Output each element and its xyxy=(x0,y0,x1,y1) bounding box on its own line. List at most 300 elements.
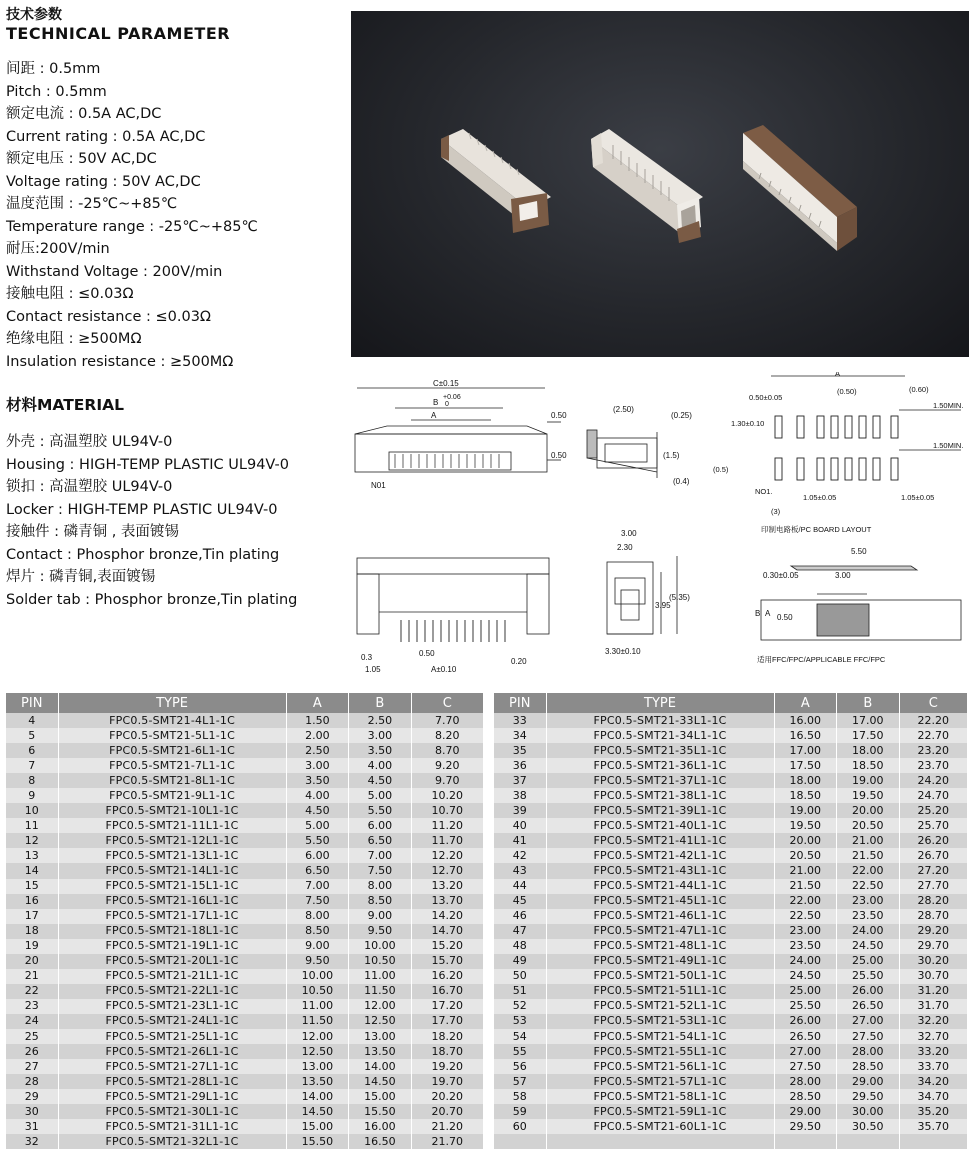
header-type: TYPE xyxy=(58,693,286,713)
header-pin: PIN xyxy=(6,693,58,713)
cell-a: 23.00 xyxy=(774,924,837,939)
pcb-d150b-label: 1.50MIN. xyxy=(933,441,964,450)
cell-a: 25.00 xyxy=(774,984,837,999)
cell-pin: 26 xyxy=(6,1044,58,1059)
cell-type: FPC0.5-SMT21-32L1-1C xyxy=(58,1134,286,1149)
cell-b: 16.50 xyxy=(349,1134,412,1149)
cell-b: 23.00 xyxy=(837,894,900,909)
cell-type: FPC0.5-SMT21-51L1-1C xyxy=(546,984,774,999)
cell-b: 25.00 xyxy=(837,954,900,969)
cell-pin: 57 xyxy=(494,1074,546,1089)
cell-a: 12.00 xyxy=(286,1029,349,1044)
cell-type: FPC0.5-SMT21-28L1-1C xyxy=(58,1074,286,1089)
table-row xyxy=(494,1014,968,1029)
table-row xyxy=(494,848,968,863)
cell-b: 26.50 xyxy=(837,999,900,1014)
table-row xyxy=(6,758,484,773)
cell-type: FPC0.5-SMT21-5L1-1C xyxy=(58,728,286,743)
material-heading: 材料MATERIAL xyxy=(6,396,124,414)
cell-type: FPC0.5-SMT21-41L1-1C xyxy=(546,833,774,848)
cell-c: 13.20 xyxy=(411,879,483,894)
cell-type: FPC0.5-SMT21-18L1-1C xyxy=(58,924,286,939)
header-c: C xyxy=(899,693,967,713)
cell-b: 24.50 xyxy=(837,939,900,954)
connector-renderings xyxy=(351,11,969,357)
table-row xyxy=(494,954,968,969)
table-row xyxy=(6,879,484,894)
cell-b: 26.00 xyxy=(837,984,900,999)
cell-c: 26.20 xyxy=(899,833,967,848)
cell-type: FPC0.5-SMT21-52L1-1C xyxy=(546,999,774,1014)
cell-b: 27.00 xyxy=(837,1014,900,1029)
table-row xyxy=(6,1029,484,1044)
cell-a: 19.50 xyxy=(774,818,837,833)
cell-pin: 16 xyxy=(6,894,58,909)
spec-line: 额定电压 : 50V AC,DC xyxy=(6,151,157,167)
cell-a: 21.50 xyxy=(774,879,837,894)
cell-pin: 5 xyxy=(6,728,58,743)
section-d535-label: (5.35) xyxy=(669,593,690,602)
cell-type: FPC0.5-SMT21-12L1-1C xyxy=(58,833,286,848)
cell-c: 32.70 xyxy=(899,1029,967,1044)
cell-type: FPC0.5-SMT21-46L1-1C xyxy=(546,909,774,924)
cell-b: 30.00 xyxy=(837,1104,900,1119)
cell-c: 28.70 xyxy=(899,909,967,924)
table-row xyxy=(494,713,968,728)
cell-type: FPC0.5-SMT21-15L1-1C xyxy=(58,879,286,894)
cell-type: FPC0.5-SMT21-45L1-1C xyxy=(546,894,774,909)
cell-b: 8.00 xyxy=(349,879,412,894)
cell-b: 23.50 xyxy=(837,909,900,924)
cell-type: FPC0.5-SMT21-60L1-1C xyxy=(546,1119,774,1134)
spec-line: 间距 : 0.5mm xyxy=(6,61,101,77)
cell-type: FPC0.5-SMT21-49L1-1C xyxy=(546,954,774,969)
table-row xyxy=(494,1089,968,1104)
cell-c: 12.70 xyxy=(411,863,483,878)
cell-pin xyxy=(494,1134,546,1149)
spec-line: Voltage rating : 50V AC,DC xyxy=(6,173,201,190)
table-row xyxy=(494,1029,968,1044)
cell-type: FPC0.5-SMT21-58L1-1C xyxy=(546,1089,774,1104)
cell-type: FPC0.5-SMT21-6L1-1C xyxy=(58,743,286,758)
ffc-d050-label: 0.50 xyxy=(777,613,793,622)
cell-pin: 33 xyxy=(494,713,546,728)
cell-a: 29.00 xyxy=(774,1104,837,1119)
cell-c: 10.20 xyxy=(411,788,483,803)
cell-b: 28.50 xyxy=(837,1059,900,1074)
cell-c: 7.70 xyxy=(411,713,483,728)
cell-c: 11.20 xyxy=(411,818,483,833)
cell-a: 2.00 xyxy=(286,728,349,743)
cell-b: 25.50 xyxy=(837,969,900,984)
cell-b: 11.50 xyxy=(349,984,412,999)
bottom-d050-label: 0.50 xyxy=(419,649,435,658)
table-row xyxy=(494,788,968,803)
table-row xyxy=(6,954,484,969)
pcb-d050-label: 0.50±0.05 xyxy=(749,393,783,402)
cell-c: 14.20 xyxy=(411,909,483,924)
section-d230-label: 2.30 xyxy=(617,543,633,552)
cell-a: 14.00 xyxy=(286,1089,349,1104)
cell-pin: 42 xyxy=(494,848,546,863)
cell-type: FPC0.5-SMT21-44L1-1C xyxy=(546,879,774,894)
table-row xyxy=(494,999,968,1014)
cell-b: 12.50 xyxy=(349,1014,412,1029)
cell-a: 15.00 xyxy=(286,1119,349,1134)
cell-type: FPC0.5-SMT21-13L1-1C xyxy=(58,848,286,863)
cell-c xyxy=(899,1134,967,1149)
table-row xyxy=(494,728,968,743)
cell-type: FPC0.5-SMT21-9L1-1C xyxy=(58,788,286,803)
cell-pin: 54 xyxy=(494,1029,546,1044)
cell-type: FPC0.5-SMT21-22L1-1C xyxy=(58,984,286,999)
cell-a: 18.50 xyxy=(774,788,837,803)
cell-c: 25.20 xyxy=(899,803,967,818)
spec-line: Current rating : 0.5A AC,DC xyxy=(6,128,206,145)
bottom-d03-label: 0.3 xyxy=(361,653,373,662)
cell-pin: 55 xyxy=(494,1044,546,1059)
table-row xyxy=(6,743,484,758)
cell-c: 31.70 xyxy=(899,999,967,1014)
cell-a: 13.50 xyxy=(286,1074,349,1089)
cell-b: 24.00 xyxy=(837,924,900,939)
cell-b: 6.50 xyxy=(349,833,412,848)
cell-pin: 7 xyxy=(6,758,58,773)
cell-type: FPC0.5-SMT21-36L1-1C xyxy=(546,758,774,773)
front-c-label: C±0.15 xyxy=(433,379,459,388)
cell-c: 35.20 xyxy=(899,1104,967,1119)
cell-a: 7.50 xyxy=(286,894,349,909)
table-row xyxy=(6,1014,484,1029)
cell-c: 10.70 xyxy=(411,803,483,818)
pcb-d05-label: (0.5) xyxy=(713,465,729,474)
cell-type: FPC0.5-SMT21-21L1-1C xyxy=(58,969,286,984)
cell-b: 29.50 xyxy=(837,1089,900,1104)
cell-c: 15.20 xyxy=(411,939,483,954)
cell-b: 6.00 xyxy=(349,818,412,833)
header-c: C xyxy=(411,693,483,713)
spec-line: 接触电阻 : ≤0.03Ω xyxy=(6,286,134,302)
cell-pin: 17 xyxy=(6,909,58,924)
section-d330-label: 3.30±0.10 xyxy=(605,647,641,656)
table-row xyxy=(494,969,968,984)
cell-b: 17.50 xyxy=(837,728,900,743)
cell-type: FPC0.5-SMT21-29L1-1C xyxy=(58,1089,286,1104)
cell-type: FPC0.5-SMT21-10L1-1C xyxy=(58,803,286,818)
table-row xyxy=(494,909,968,924)
cell-c: 27.70 xyxy=(899,879,967,894)
cell-c: 30.70 xyxy=(899,969,967,984)
cell-a: 24.50 xyxy=(774,969,837,984)
cell-pin: 44 xyxy=(494,879,546,894)
cell-type: FPC0.5-SMT21-23L1-1C xyxy=(58,999,286,1014)
cell-pin: 8 xyxy=(6,773,58,788)
cell-c: 8.70 xyxy=(411,743,483,758)
side-view-drawing xyxy=(587,430,657,478)
cell-pin: 31 xyxy=(6,1119,58,1134)
front-b-tol: +0.06 xyxy=(443,394,461,401)
table-row xyxy=(494,1104,968,1119)
table-row xyxy=(6,713,484,728)
cell-c: 16.70 xyxy=(411,984,483,999)
cell-pin: 43 xyxy=(494,863,546,878)
cell-type: FPC0.5-SMT21-34L1-1C xyxy=(546,728,774,743)
spec-lines xyxy=(6,58,346,373)
cell-a: 14.50 xyxy=(286,1104,349,1119)
cell-a: 24.00 xyxy=(774,954,837,969)
table-row xyxy=(6,848,484,863)
cell-type: FPC0.5-SMT21-37L1-1C xyxy=(546,773,774,788)
cell-pin: 30 xyxy=(6,1104,58,1119)
header-a: A xyxy=(774,693,837,713)
cell-pin: 10 xyxy=(6,803,58,818)
cell-c: 26.70 xyxy=(899,848,967,863)
pcb-caption: 印制电路板/PC BOARD LAYOUT xyxy=(761,525,872,534)
table-row xyxy=(6,1074,484,1089)
cell-c: 12.20 xyxy=(411,848,483,863)
header-a: A xyxy=(286,693,349,713)
cell-a: 15.50 xyxy=(286,1134,349,1149)
cell-a: 3.00 xyxy=(286,758,349,773)
table-row xyxy=(6,1119,484,1134)
cell-pin: 21 xyxy=(6,969,58,984)
cell-type: FPC0.5-SMT21-8L1-1C xyxy=(58,773,286,788)
cell-b: 13.00 xyxy=(349,1029,412,1044)
front-a-label: A xyxy=(431,411,437,420)
cell-c: 21.70 xyxy=(411,1134,483,1149)
table-row xyxy=(6,863,484,878)
table-row xyxy=(494,984,968,999)
cell-a: 22.00 xyxy=(774,894,837,909)
pcb-d150a-label: 1.50MIN. xyxy=(933,401,964,410)
cell-a xyxy=(774,1134,837,1149)
cell-b xyxy=(837,1134,900,1149)
table-row xyxy=(494,803,968,818)
cell-pin: 45 xyxy=(494,894,546,909)
table-row xyxy=(494,1059,968,1074)
cell-c: 24.20 xyxy=(899,773,967,788)
cell-type: FPC0.5-SMT21-50L1-1C xyxy=(546,969,774,984)
pcb-layout-drawing xyxy=(771,376,964,480)
cell-type: FPC0.5-SMT21-16L1-1C xyxy=(58,894,286,909)
cell-pin: 14 xyxy=(6,863,58,878)
header-pin: PIN xyxy=(494,693,546,713)
cell-a: 6.50 xyxy=(286,863,349,878)
cell-a: 16.50 xyxy=(774,728,837,743)
cell-pin: 11 xyxy=(6,818,58,833)
cell-type: FPC0.5-SMT21-38L1-1C xyxy=(546,788,774,803)
cell-a: 20.50 xyxy=(774,848,837,863)
cell-b: 9.50 xyxy=(349,924,412,939)
table-row xyxy=(494,924,968,939)
cell-c: 18.70 xyxy=(411,1044,483,1059)
cell-b: 11.00 xyxy=(349,969,412,984)
cell-type: FPC0.5-SMT21-25L1-1C xyxy=(58,1029,286,1044)
pcb-d105b-label: 1.05±0.05 xyxy=(901,493,935,502)
pcb-d060-label: (0.60) xyxy=(909,385,929,394)
pcb-d130-label: 1.30±0.10 xyxy=(731,419,765,428)
ffc-d030-label: 0.30±0.05 xyxy=(763,571,799,580)
cell-pin: 38 xyxy=(494,788,546,803)
cell-pin: 25 xyxy=(6,1029,58,1044)
cell-c: 34.70 xyxy=(899,1089,967,1104)
spec-line: 温度范围 : -25℃~+85℃ xyxy=(6,196,178,212)
material-line: 接触件 : 磷青铜 , 表面镀锡 xyxy=(6,524,179,540)
cell-c: 19.70 xyxy=(411,1074,483,1089)
table-header-row xyxy=(494,693,968,713)
cell-b: 27.50 xyxy=(837,1029,900,1044)
cell-type: FPC0.5-SMT21-17L1-1C xyxy=(58,909,286,924)
cell-pin: 58 xyxy=(494,1089,546,1104)
cell-pin: 34 xyxy=(494,728,546,743)
cell-pin: 4 xyxy=(6,713,58,728)
cell-c: 32.20 xyxy=(899,1014,967,1029)
spec-line: 额定电流 : 0.5A AC,DC xyxy=(6,106,162,122)
table-row xyxy=(494,743,968,758)
table-row xyxy=(6,773,484,788)
cell-a: 12.50 xyxy=(286,1044,349,1059)
cell-a: 8.00 xyxy=(286,909,349,924)
cell-a: 5.50 xyxy=(286,833,349,848)
cell-a: 2.50 xyxy=(286,743,349,758)
ffc-d550-label: 5.50 xyxy=(851,547,867,556)
connector-image-2 xyxy=(591,129,703,243)
spec-line: Withstand Voltage : 200V/min xyxy=(6,263,223,280)
table-row xyxy=(494,1134,968,1149)
table-row xyxy=(494,833,968,848)
table-row xyxy=(6,999,484,1014)
cell-a: 26.50 xyxy=(774,1029,837,1044)
pcb-d050b-label: (0.50) xyxy=(837,387,857,396)
cell-a: 27.50 xyxy=(774,1059,837,1074)
cell-type: FPC0.5-SMT21-30L1-1C xyxy=(58,1104,286,1119)
table-row xyxy=(494,879,968,894)
cell-c: 23.20 xyxy=(899,743,967,758)
cell-a: 3.50 xyxy=(286,773,349,788)
cell-a: 10.50 xyxy=(286,984,349,999)
cell-c: 29.20 xyxy=(899,924,967,939)
cell-type: FPC0.5-SMT21-19L1-1C xyxy=(58,939,286,954)
spec-line: Contact resistance : ≤0.03Ω xyxy=(6,308,211,325)
table-row xyxy=(6,894,484,909)
cell-c: 23.70 xyxy=(899,758,967,773)
table-row xyxy=(494,1044,968,1059)
cell-b: 18.50 xyxy=(837,758,900,773)
front-n01-label: N01 xyxy=(371,481,386,490)
material-line: Housing : HIGH-TEMP PLASTIC UL94V-0 xyxy=(6,456,289,473)
cell-c: 33.70 xyxy=(899,1059,967,1074)
cell-pin: 19 xyxy=(6,939,58,954)
cell-c: 35.70 xyxy=(899,1119,967,1134)
cell-a: 9.50 xyxy=(286,954,349,969)
cell-a: 11.00 xyxy=(286,999,349,1014)
cell-a: 28.00 xyxy=(774,1074,837,1089)
cell-pin: 23 xyxy=(6,999,58,1014)
section-view-drawing xyxy=(607,556,677,634)
table-row xyxy=(494,818,968,833)
cell-a: 21.00 xyxy=(774,863,837,878)
material-line: 焊片 : 磷青铜,表面镀锡 xyxy=(6,569,156,585)
side-d2-label: (0.25) xyxy=(671,411,692,420)
table-row xyxy=(6,969,484,984)
cell-a: 10.00 xyxy=(286,969,349,984)
spec-line: 绝缘电阻 : ≥500MΩ xyxy=(6,331,142,347)
table-row xyxy=(6,1059,484,1074)
cell-a: 16.00 xyxy=(774,713,837,728)
table-header-row xyxy=(6,693,484,713)
cell-a: 26.00 xyxy=(774,1014,837,1029)
material-line: 锁扣 : 高温塑胶 UL94V-0 xyxy=(6,479,173,495)
cell-pin: 6 xyxy=(6,743,58,758)
material-lines xyxy=(6,431,346,611)
cell-b: 30.50 xyxy=(837,1119,900,1134)
cell-b: 4.50 xyxy=(349,773,412,788)
cell-b: 10.50 xyxy=(349,954,412,969)
drawings-svg xyxy=(351,372,969,672)
cell-a: 23.50 xyxy=(774,939,837,954)
cell-type: FPC0.5-SMT21-43L1-1C xyxy=(546,863,774,878)
spec-line: 耐压:200V/min xyxy=(6,241,110,257)
cell-b: 7.00 xyxy=(349,848,412,863)
section-d395-label: 3.95 xyxy=(655,601,671,610)
cell-c: 25.70 xyxy=(899,818,967,833)
table-row xyxy=(494,1119,968,1134)
side-d3-label: (1.5) xyxy=(663,451,680,460)
connector-image-1 xyxy=(441,129,551,233)
cell-pin: 20 xyxy=(6,954,58,969)
table-row xyxy=(6,939,484,954)
cell-type: FPC0.5-SMT21-4L1-1C xyxy=(58,713,286,728)
cell-b: 2.50 xyxy=(349,713,412,728)
cell-pin: 12 xyxy=(6,833,58,848)
cell-c: 17.70 xyxy=(411,1014,483,1029)
cell-type: FPC0.5-SMT21-48L1-1C xyxy=(546,939,774,954)
cell-c: 18.20 xyxy=(411,1029,483,1044)
table-row xyxy=(494,773,968,788)
table-row xyxy=(6,803,484,818)
table-row xyxy=(6,728,484,743)
cell-pin: 50 xyxy=(494,969,546,984)
cell-c: 31.20 xyxy=(899,984,967,999)
cell-type: FPC0.5-SMT21-7L1-1C xyxy=(58,758,286,773)
ffc-b-label: B xyxy=(755,609,761,618)
ffc-caption: 适用FFC/FPC/APPLICABLE FFC/FPC xyxy=(757,655,886,664)
cell-type: FPC0.5-SMT21-14L1-1C xyxy=(58,863,286,878)
cell-c: 14.70 xyxy=(411,924,483,939)
table-row xyxy=(6,1044,484,1059)
material-line: Locker : HIGH-TEMP PLASTIC UL94V-0 xyxy=(6,501,278,518)
spec-table-right xyxy=(494,693,968,1149)
front-b-tol2: 0 xyxy=(445,401,449,408)
cell-pin: 39 xyxy=(494,803,546,818)
connector-image-3 xyxy=(743,125,857,251)
cell-type: FPC0.5-SMT21-47L1-1C xyxy=(546,924,774,939)
cell-pin: 49 xyxy=(494,954,546,969)
cell-a: 17.50 xyxy=(774,758,837,773)
cell-a: 18.00 xyxy=(774,773,837,788)
header-type: TYPE xyxy=(546,693,774,713)
cell-b: 7.50 xyxy=(349,863,412,878)
cell-b: 22.50 xyxy=(837,879,900,894)
cell-pin: 32 xyxy=(6,1134,58,1149)
section-d300-label: 3.00 xyxy=(621,529,637,538)
bottom-a-label: A±0.10 xyxy=(431,665,457,672)
cell-c: 33.20 xyxy=(899,1044,967,1059)
cell-type xyxy=(546,1134,774,1149)
cell-pin: 52 xyxy=(494,999,546,1014)
cell-type: FPC0.5-SMT21-26L1-1C xyxy=(58,1044,286,1059)
table-row xyxy=(6,909,484,924)
